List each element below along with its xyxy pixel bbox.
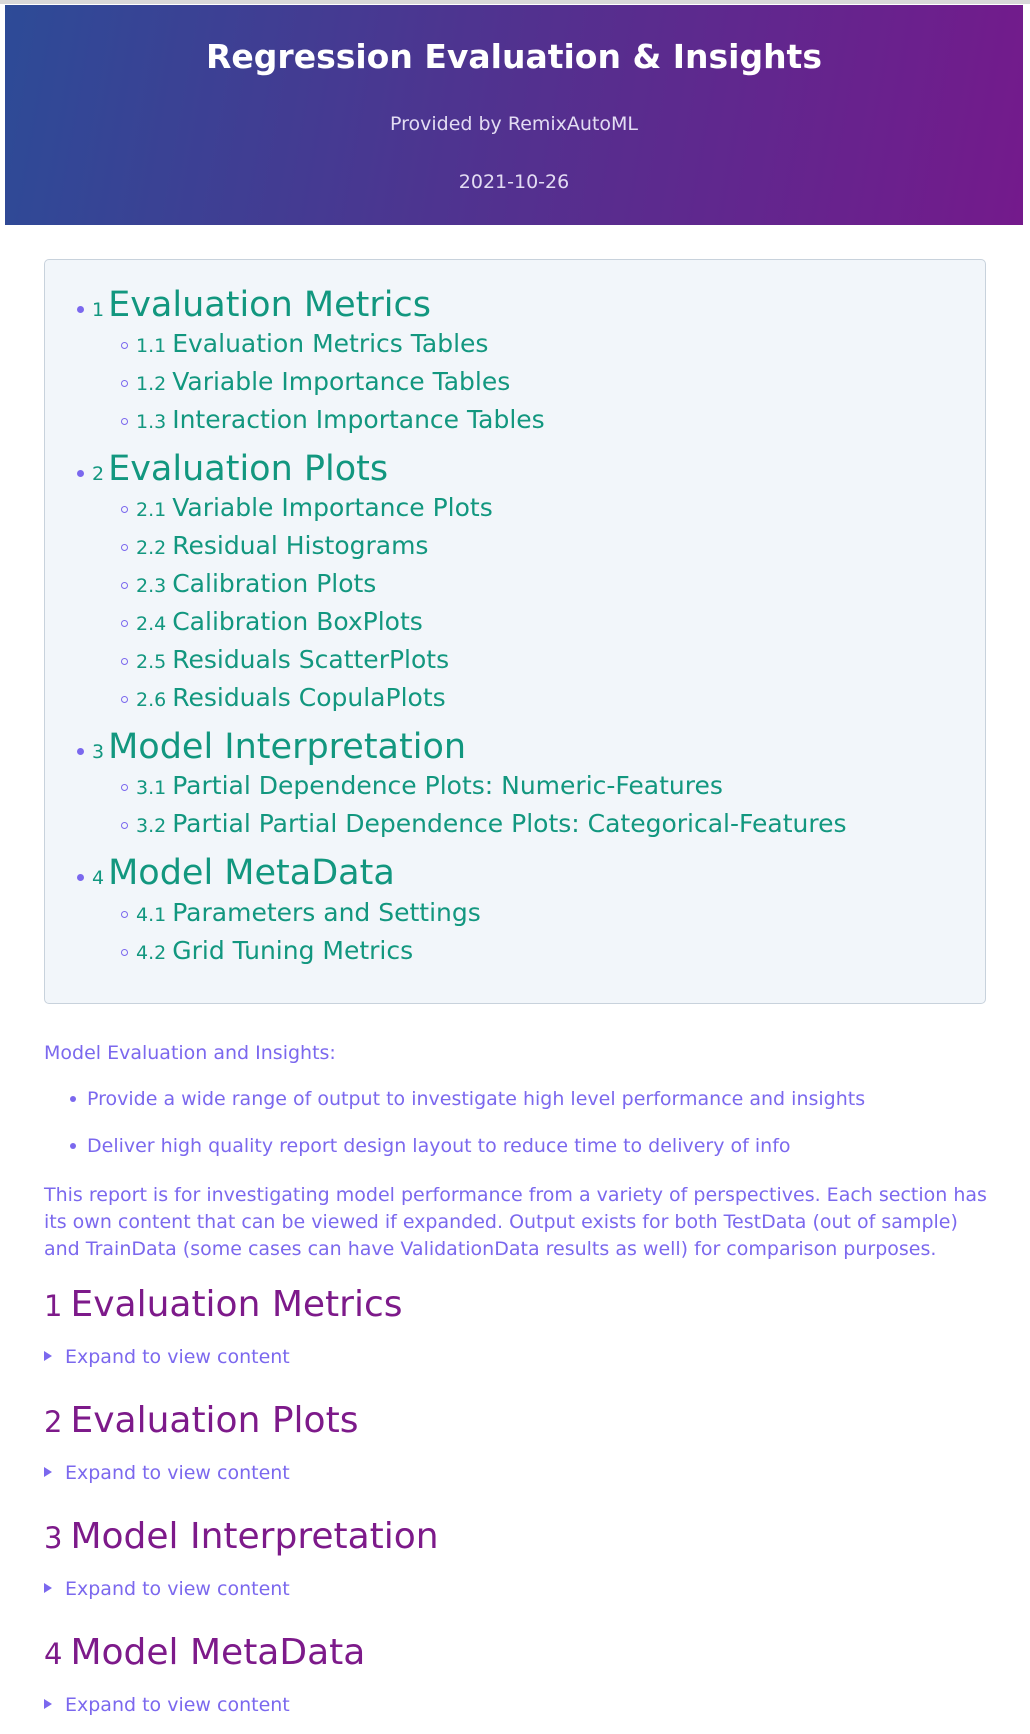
toc-item-number: 2 — [92, 463, 105, 485]
toc-subitem-label: Parameters and Settings — [172, 898, 481, 927]
intro-bullet-list — [70, 1086, 865, 1180]
expand-toggle[interactable] — [44, 1346, 290, 1368]
section-evaluation-plots — [44, 1400, 359, 1484]
toc-bullet-icon — [77, 306, 84, 313]
toc-bullet-icon — [77, 748, 84, 755]
expand-triangle-icon — [44, 1467, 52, 1477]
toc-item-number: 4 — [92, 867, 105, 889]
toc-subitem-number: 2.3 — [136, 575, 167, 597]
toc-subitem-grid-tuning-metrics[interactable] — [121, 935, 413, 967]
top-rule — [0, 0, 1030, 4]
toc-subbullet-icon — [121, 911, 128, 918]
report-title: Regression Evaluation & Insights — [206, 37, 822, 76]
expand-toggle[interactable] — [44, 1694, 290, 1716]
expand-label: Expand to view content — [65, 1462, 290, 1484]
section-heading — [44, 1400, 358, 1441]
toc-subitem-label: Evaluation Metrics Tables — [172, 329, 489, 358]
list-item-text: Provide a wide range of output to investigate high level performance and insights — [87, 1088, 866, 1110]
toc-bullet-icon — [77, 470, 84, 477]
toc-subitem-number: 2.5 — [136, 651, 167, 673]
bullet-dot-icon — [70, 1096, 76, 1102]
section-title: Model Interpretation — [70, 1516, 439, 1557]
toc-subbullet-icon — [121, 822, 128, 829]
toc-subitem-number: 1.2 — [136, 373, 167, 395]
toc-subitem-label: Variable Importance Plots — [172, 493, 493, 522]
toc-subitem-pdp-numeric[interactable] — [121, 770, 723, 802]
toc-subitem-number: 1.3 — [136, 411, 167, 433]
toc-subbullet-icon — [121, 418, 128, 425]
toc-item-label: Model Interpretation — [108, 727, 467, 767]
toc-subitem-label: Calibration BoxPlots — [172, 607, 423, 636]
toc-subitem-label: Grid Tuning Metrics — [172, 936, 414, 965]
toc-subbullet-icon — [121, 342, 128, 349]
report-header — [5, 5, 1023, 225]
section-title: Model MetaData — [70, 1632, 366, 1673]
toc-subitem-number: 3.2 — [136, 815, 167, 837]
toc-subitem-number: 3.1 — [136, 777, 167, 799]
section-heading — [44, 1516, 439, 1557]
expand-label: Expand to view content — [65, 1578, 290, 1600]
toc-item-label: Evaluation Metrics — [108, 285, 431, 325]
toc-bullet-icon — [77, 874, 84, 881]
toc-subitem-residual-histograms[interactable] — [121, 530, 428, 562]
expand-triangle-icon — [44, 1351, 52, 1361]
table-of-contents — [44, 259, 986, 1004]
list-item-text: Deliver high quality report design layout to reduce time to delivery of info — [87, 1135, 791, 1157]
toc-subbullet-icon — [121, 506, 128, 513]
intro-paragraph: This report is for investigating model performance from a variety of perspectives. Each section has its own content that can be viewed if expanded. Output exists for both TestData (out of sample) and TrainData (some cases can have ValidationData results as well) for comparison purposes. — [44, 1184, 987, 1260]
toc-subitem-interaction-importance-tables[interactable] — [121, 404, 545, 436]
toc-subitem-number: 4.1 — [136, 904, 167, 926]
section-model-interpretation — [44, 1516, 439, 1600]
toc-subitem-label: Partial Dependence Plots: Numeric-Features — [172, 771, 723, 800]
toc-subitem-evaluation-metrics-tables[interactable] — [121, 328, 488, 360]
bullet-dot-icon — [70, 1143, 76, 1149]
section-heading — [44, 1632, 365, 1673]
section-title: Evaluation Metrics — [70, 1284, 403, 1325]
toc-subitem-residuals-copulaplots[interactable] — [121, 682, 446, 714]
section-number: 4 — [44, 1637, 63, 1671]
toc-subitem-label: Interaction Importance Tables — [172, 405, 545, 434]
section-number: 3 — [44, 1521, 63, 1555]
toc-subitem-number: 1.1 — [136, 335, 167, 357]
toc-item-number: 3 — [92, 741, 105, 763]
toc-subitem-number: 2.4 — [136, 613, 167, 635]
toc-subbullet-icon — [121, 658, 128, 665]
intro-label: Model Evaluation and Insights: — [44, 1042, 336, 1064]
toc-item-evaluation-metrics[interactable] — [77, 285, 431, 325]
section-title: Evaluation Plots — [70, 1400, 359, 1441]
section-evaluation-metrics — [44, 1284, 403, 1368]
toc-subitem-number: 2.6 — [136, 689, 167, 711]
toc-subitem-label: Residual Histograms — [172, 531, 429, 560]
list-item — [70, 1133, 865, 1180]
toc-subitem-label: Partial Partial Dependence Plots: Categorical-Features — [172, 809, 847, 838]
toc-subitem-label: Residuals CopulaPlots — [172, 683, 446, 712]
toc-subbullet-icon — [121, 544, 128, 551]
toc-subbullet-icon — [121, 380, 128, 387]
report-subtitle: Provided by RemixAutoML — [389, 113, 639, 135]
list-item — [70, 1086, 865, 1133]
section-heading — [44, 1284, 403, 1325]
expand-triangle-icon — [44, 1583, 52, 1593]
expand-triangle-icon — [44, 1699, 52, 1709]
toc-item-evaluation-plots[interactable] — [77, 449, 388, 489]
expand-toggle[interactable] — [44, 1462, 290, 1484]
toc-subbullet-icon — [121, 620, 128, 627]
toc-subitem-residuals-scatterplots[interactable] — [121, 644, 449, 676]
section-model-metadata — [44, 1632, 366, 1716]
toc-subitem-label: Calibration Plots — [172, 569, 377, 598]
toc-item-label: Evaluation Plots — [108, 449, 389, 489]
toc-item-number: 1 — [92, 299, 105, 321]
toc-subbullet-icon — [121, 582, 128, 589]
toc-subbullet-icon — [121, 949, 128, 956]
toc-subbullet-icon — [121, 696, 128, 703]
toc-subitem-variable-importance-tables[interactable] — [121, 366, 510, 398]
toc-subitem-number: 4.2 — [136, 942, 167, 964]
toc-subbullet-icon — [121, 784, 128, 791]
toc-item-model-interpretation[interactable] — [77, 727, 466, 767]
toc-subitem-label: Residuals ScatterPlots — [172, 645, 450, 674]
toc-subitem-calibration-plots[interactable] — [121, 568, 376, 600]
toc-subitem-number: 2.2 — [136, 537, 167, 559]
toc-item-model-metadata[interactable] — [77, 853, 395, 893]
toc-subitem-label: Variable Importance Tables — [172, 367, 511, 396]
expand-label: Expand to view content — [65, 1346, 290, 1368]
toc-subitem-pdp-categorical[interactable] — [121, 808, 847, 840]
report-date: 2021-10-26 — [458, 171, 570, 193]
expand-toggle[interactable] — [44, 1578, 290, 1600]
section-number: 2 — [44, 1405, 63, 1439]
toc-subitem-calibration-boxplots[interactable] — [121, 606, 423, 638]
expand-label: Expand to view content — [65, 1694, 290, 1716]
toc-subitem-variable-importance-plots[interactable] — [121, 492, 493, 524]
toc-subitem-number: 2.1 — [136, 499, 167, 521]
toc-item-label: Model MetaData — [108, 853, 395, 893]
toc-subitem-parameters-settings[interactable] — [121, 897, 481, 929]
section-number: 1 — [44, 1289, 63, 1323]
